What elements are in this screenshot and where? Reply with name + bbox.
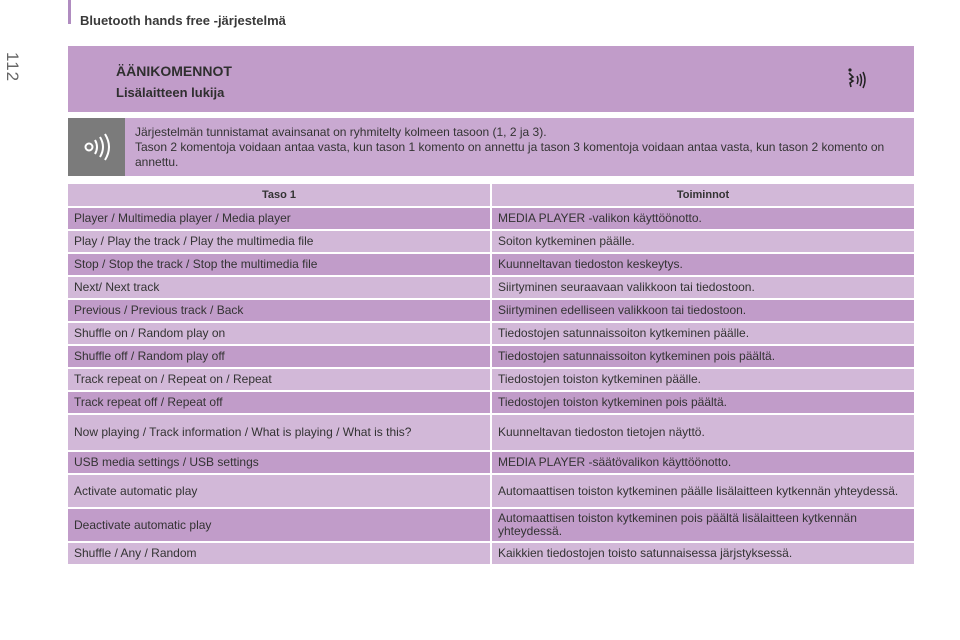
- info-line-1: Järjestelmän tunnistamat avainsanat on ryhmitelty kolmeen tasoon (1, 2 ja 3).: [135, 125, 547, 139]
- info-box: [68, 118, 914, 176]
- table-row: [68, 231, 914, 252]
- table-cell-action: Kuunneltavan tiedoston tietojen näyttö.: [492, 415, 914, 450]
- header-subtitle: Lisälaitteen lukija: [116, 85, 225, 100]
- table-cell-action: Automaattisen toiston kytkeminen päälle lisälaitteen kytkennän yhteydessä.: [492, 475, 914, 507]
- table-header-row: [68, 184, 914, 206]
- table-row: [68, 346, 914, 367]
- table-cell-command: Play / Play the track / Play the multimedia file: [68, 231, 490, 252]
- table-row: [68, 475, 914, 507]
- table-cell-action: Tiedostojen satunnaissoiton kytkeminen pois päältä.: [492, 346, 914, 367]
- table-row: [68, 392, 914, 413]
- table-cell-action: MEDIA PLAYER -säätövalikon käyttöönotto.: [492, 452, 914, 473]
- table-row: [68, 208, 914, 229]
- commands-table: [68, 184, 914, 566]
- section-title: Bluetooth hands free -järjestelmä: [80, 13, 286, 28]
- table-header-level: Taso 1: [68, 184, 490, 206]
- info-text: [135, 125, 895, 170]
- header-title: ÄÄNIKOMENNOT: [116, 63, 232, 79]
- table-row: [68, 277, 914, 298]
- table-row: [68, 254, 914, 275]
- table-cell-action: Soiton kytkeminen päälle.: [492, 231, 914, 252]
- table-row: [68, 543, 914, 564]
- voice-command-icon: [844, 66, 870, 92]
- table-cell-action: Kaikkien tiedostojen toisto satunnaisessa järjstyksessä.: [492, 543, 914, 564]
- table-row: [68, 369, 914, 390]
- table-row: [68, 452, 914, 473]
- table-cell-action: Tiedostojen toiston kytkeminen päälle.: [492, 369, 914, 390]
- table-cell-action: Kuunneltavan tiedoston keskeytys.: [492, 254, 914, 275]
- section-accent-bar: [68, 0, 71, 24]
- table-cell-command: Track repeat on / Repeat on / Repeat: [68, 369, 490, 390]
- table-cell-command: USB media settings / USB settings: [68, 452, 490, 473]
- page-number: 112: [3, 52, 22, 83]
- table-cell-action: Automaattisen toiston kytkeminen pois päältä lisälaitteen kytkennän yhteydessä.: [492, 509, 914, 541]
- table-cell-command: Stop / Stop the track / Stop the multimedia file: [68, 254, 490, 275]
- table-cell-command: Track repeat off / Repeat off: [68, 392, 490, 413]
- table-cell-command: Deactivate automatic play: [68, 509, 490, 541]
- table-cell-action: Tiedostojen satunnaissoiton kytkeminen päälle.: [492, 323, 914, 344]
- table-cell-command: Shuffle / Any / Random: [68, 543, 490, 564]
- table-cell-action: MEDIA PLAYER -valikon käyttöönotto.: [492, 208, 914, 229]
- table-cell-command: Now playing / Track information / What is playing / What is this?: [68, 415, 490, 450]
- table-row: [68, 323, 914, 344]
- table-cell-command: Player / Multimedia player / Media player: [68, 208, 490, 229]
- info-line-2: Tason 2 komentoja voidaan antaa vasta, kun tason 1 komento on annettu ja tason 3 komentoja voidaan antaa vasta, kun tason 2 komento on annettu.: [135, 140, 885, 169]
- table-header-actions: Toiminnot: [492, 184, 914, 206]
- table-cell-command: Shuffle off / Random play off: [68, 346, 490, 367]
- table-row: [68, 509, 914, 541]
- table-cell-action: Siirtyminen seuraavaan valikkoon tai tiedostoon.: [492, 277, 914, 298]
- table-cell-command: Previous / Previous track / Back: [68, 300, 490, 321]
- table-cell-command: Next/ Next track: [68, 277, 490, 298]
- sound-icon: [80, 130, 114, 164]
- table-row: [68, 415, 914, 450]
- table-cell-action: Tiedostojen toiston kytkeminen pois päältä.: [492, 392, 914, 413]
- table-cell-action: Siirtyminen edelliseen valikkoon tai tiedostoon.: [492, 300, 914, 321]
- info-icon-box: [68, 118, 125, 176]
- header-box: [68, 46, 914, 112]
- table-row: [68, 300, 914, 321]
- table-cell-command: Shuffle on / Random play on: [68, 323, 490, 344]
- table-cell-command: Activate automatic play: [68, 475, 490, 507]
